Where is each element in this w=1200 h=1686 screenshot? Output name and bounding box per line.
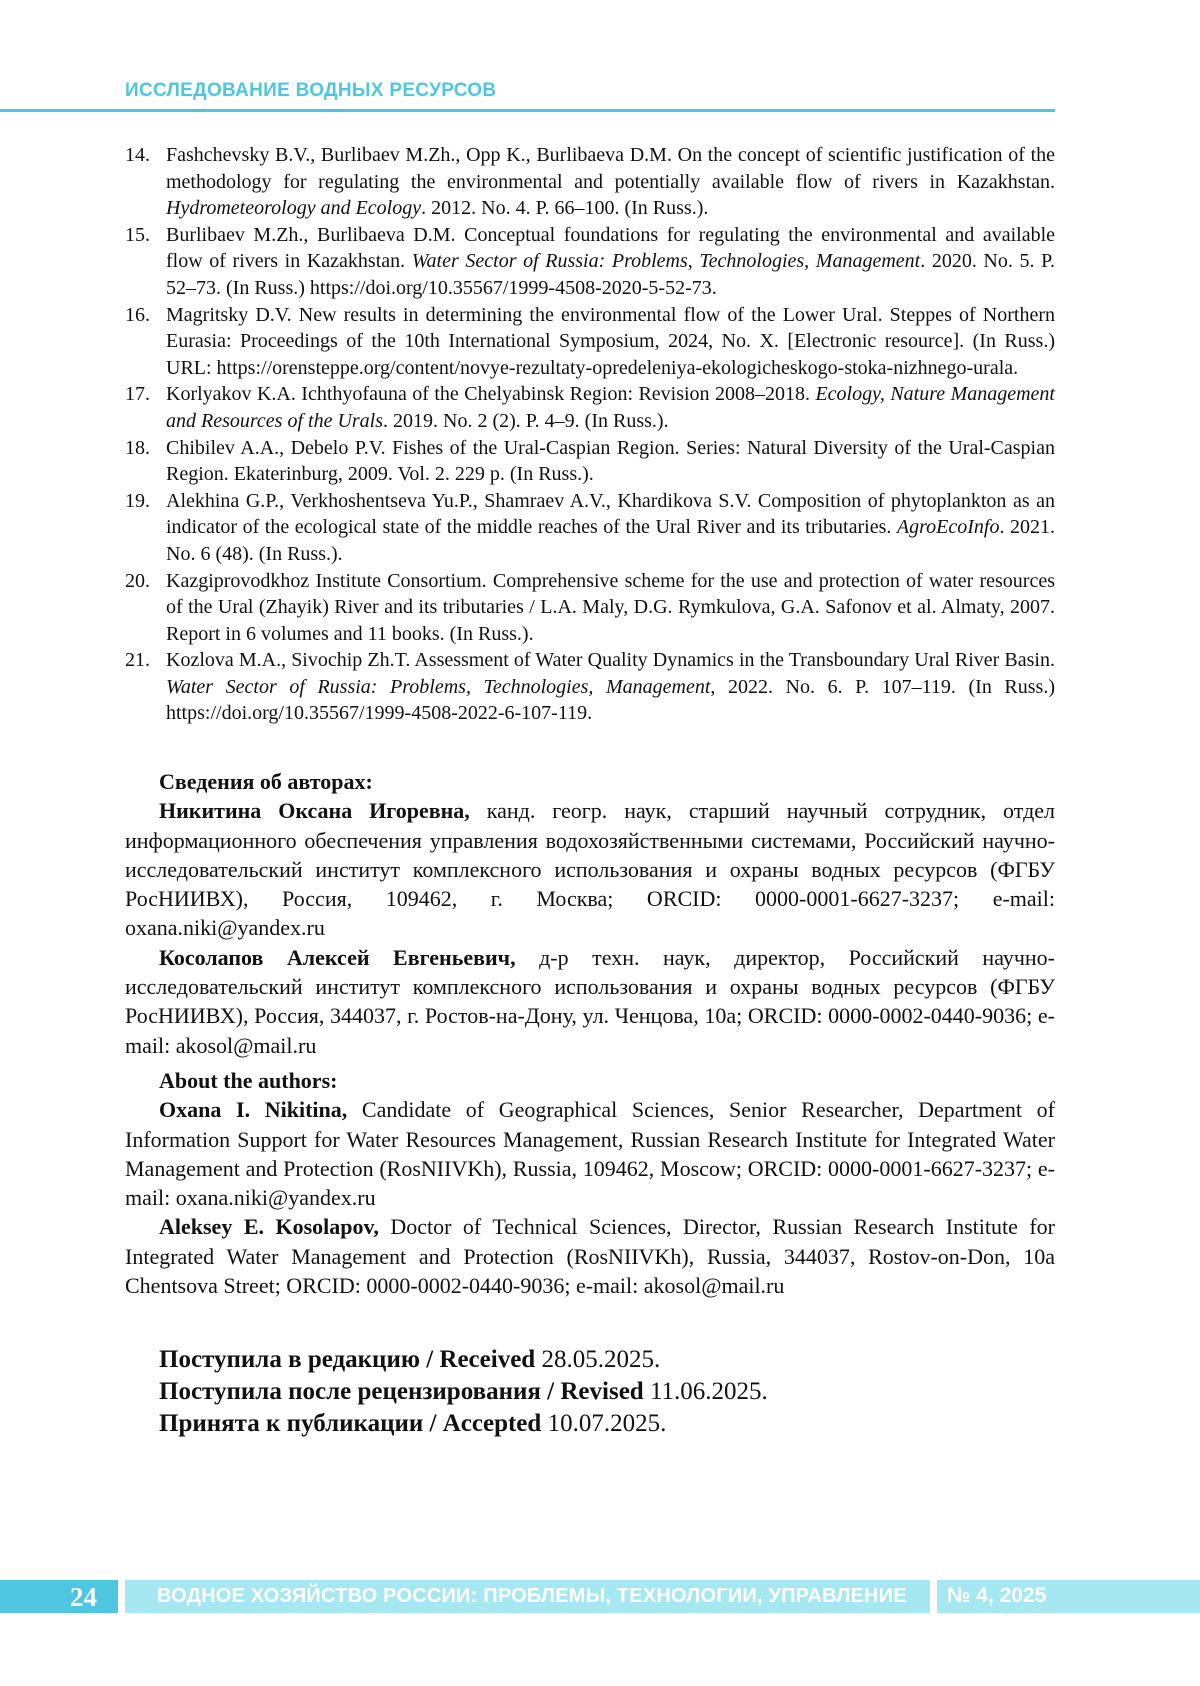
reference-text: Chibilev A.A., Debelo P.V. Fishes of the Ural-Caspian Region. Series: Natural Diversity of the Ural-Caspian Region. Ekaterinburg, 2009. Vol. 2. 229 p. (In Russ.). bbox=[166, 436, 1055, 486]
authors-en-heading: About the authors: bbox=[159, 1067, 338, 1093]
date-accepted bbox=[159, 1408, 1039, 1440]
footer-page-number-block bbox=[0, 1580, 118, 1613]
reference-source: Water Sector of Russia: Problems, Technologies, Management bbox=[411, 250, 921, 273]
author-ru-2 bbox=[125, 943, 1055, 1060]
reference-source: Ecology, Nature Management and Resources of the Urals bbox=[166, 383, 1055, 432]
reference-text: Kazgiprovodkhoz Institute Consortium. Comprehensive scheme for the use and protection of water resources of the Ural (Zhayik) River and its tributaries / L.A. Maly, D.G. Rymkulova, G.A. Safonov et al. Almaty, 2007. Report in 6 volumes and 11 books. (In Russ.). bbox=[166, 569, 1055, 645]
date-value: 28.05.2025. bbox=[535, 1346, 661, 1373]
reference-item bbox=[125, 647, 1055, 727]
reference-source: Hydrometeorology and Ecology bbox=[166, 197, 422, 220]
reference-text: Korlyakov K.A. Ichthyofauna of the Chelyabinsk Region: Revision 2008–2018. bbox=[166, 383, 816, 406]
author-info bbox=[125, 767, 1055, 1300]
reference-details: . 2020. No. 5. P. 52–73. (In Russ.) https://doi.org/10.35567/1999-4508-2020-5-52-73. bbox=[166, 250, 1055, 299]
reference-number: 20. bbox=[125, 569, 150, 592]
reference-details: . 2012. No. 4. P. 66–100. (In Russ.). bbox=[421, 197, 709, 220]
reference-number: 16. bbox=[125, 303, 150, 326]
header-rule bbox=[0, 109, 1055, 112]
date-value: 11.06.2025. bbox=[643, 1378, 768, 1405]
author-affiliation: Candidate of Geographical Sciences, Senior Researcher, Department of Information Support for Water Resources Management, Russian Research Institute for Integrated Water Management and Protection (RosNIIVKh), Russia, 109462, Moscow; ORCID: 0000-0001-6627-3237; e-mail: oxana.niki@yandex.ru bbox=[125, 1097, 1055, 1211]
author-name: Косолапов Алексей Евгеньевич, bbox=[159, 944, 516, 970]
author-ru-1 bbox=[125, 796, 1055, 942]
reference-text: Alekhina G.P., Verkhoshentseva Yu.P., Shamraev A.V., Khardikova S.V. Composition of phytoplankton as an indicator of the ecological state of the middle reaches of the Ural River and its tributaries. bbox=[166, 489, 1055, 539]
reference-number: 15. bbox=[125, 223, 150, 246]
date-label: Принята к публикации / Accepted bbox=[159, 1410, 542, 1437]
reference-item bbox=[125, 222, 1055, 302]
reference-number: 19. bbox=[125, 489, 150, 512]
author-affiliation: канд. геогр. наук, старший научный сотрудник, отдел информационного обеспечения управления водохозяйственными системами, Российский научно-исследовательский институт комплексного использования и охраны водных ресурсов (ФГБУ РосНИИВХ), Россия, 109462, г. Москва; ORCID: 0000-0001-6627-3237; e-mail: oxana.niki@yandex.ru bbox=[125, 798, 1056, 941]
footer-issue-block bbox=[937, 1580, 1200, 1613]
reference-number: 21. bbox=[125, 649, 150, 672]
date-label: Поступила после рецензирования / Revised bbox=[159, 1378, 644, 1405]
reference-item bbox=[125, 435, 1055, 488]
author-name: Aleksey E. Kosolapov, bbox=[159, 1214, 379, 1240]
author-affiliation: Doctor of Technical Sciences, Director, Russian Research Institute for Integrated Water Management and Protection (RosNIIVKh), Russia, 344037, Rostov-on-Don, 10a Chentsova Street; ORCID: 0000-0002-0440-9036; e-mail: akosol@mail.ru bbox=[125, 1214, 1056, 1299]
reference-number: 14. bbox=[125, 144, 150, 166]
reference-source: Water Sector of Russia: Problems, Technologies, Management bbox=[166, 675, 711, 698]
journal-title: ВОДНОЕ ХОЗЯЙСТВО РОССИИ: ПРОБЛЕМЫ, ТЕХНОЛОГИИ, УПРАВЛЕНИЕ bbox=[157, 1585, 907, 1607]
running-header: ИССЛЕДОВАНИЕ ВОДНЫХ РЕСУРСОВ bbox=[125, 80, 497, 101]
author-name: Никитина Оксана Игоревна, bbox=[159, 798, 470, 824]
author-affiliation: д-р техн. наук, директор, Российский научно-исследовательский институт комплексного использования и охраны водных ресурсов (ФГБУ РосНИИВХ), Россия, 344037, г. Ростов-на-Дону, ул. Ченцова, 10а; ORCID: 0000-0002-0440-9036; e-mail: akosol@mail.ru bbox=[125, 944, 1056, 1058]
author-name: Oxana I. Nikitina, bbox=[159, 1097, 348, 1123]
page-number: 24 bbox=[70, 1582, 97, 1612]
reference-text: Kozlova M.A., Sivochip Zh.T. Assessment of Water Quality Dynamics in the Transboundary Ural River Basin. bbox=[166, 649, 1055, 672]
publication-dates bbox=[159, 1344, 1039, 1440]
footer-journal-block bbox=[125, 1580, 930, 1613]
reference-item bbox=[125, 142, 1055, 222]
reference-details: , 2022. No. 6. P. 107–119. (In Russ.) https://doi.org/10.35567/1999-4508-2022-6-107-119. bbox=[166, 675, 1055, 725]
reference-details: . 2019. No. 2 (2). P. 4–9. (In Russ.). bbox=[383, 409, 669, 432]
authors-ru-heading: Сведения об авторах: bbox=[159, 769, 373, 794]
date-value: 10.07.2025. bbox=[541, 1410, 667, 1437]
date-revised bbox=[159, 1376, 1039, 1408]
reference-number: 17. bbox=[125, 383, 150, 406]
reference-item bbox=[125, 381, 1055, 434]
reference-text: Burlibaev M.Zh., Burlibaeva D.M. Conceptual foundations for regulating the environmental and available flow of rivers in Kazakhstan. bbox=[166, 223, 1055, 273]
author-en-1 bbox=[125, 1095, 1055, 1212]
reference-text: Fashchevsky B.V., Burlibaev M.Zh., Opp K., Burlibaeva D.M. On the concept of scientific justification of the methodology for regulating the environmental and potentially available flow of rivers in Kazakhstan. bbox=[166, 144, 1055, 193]
reference-list bbox=[125, 142, 1055, 727]
reference-details: . 2021. No. 6 (48). (In Russ.). bbox=[166, 516, 1055, 565]
issue-label: № 4, 2025 bbox=[947, 1584, 1047, 1607]
reference-item bbox=[125, 302, 1055, 382]
reference-item bbox=[125, 568, 1055, 648]
reference-item bbox=[125, 488, 1055, 568]
author-en-2 bbox=[125, 1212, 1055, 1300]
reference-number: 18. bbox=[125, 436, 150, 459]
reference-text: Magritsky D.V. New results in determining the environmental flow of the Lower Ural. Steppes of Northern Eurasia: Proceedings of the 10th International Symposium, 2024, No. X. [Electronic resource]. (In Russ.) URL: https://orensteppe.org/content/novye-rezultaty-opredeleniya-ekologicheskogo-stoka-nizhnego-urala. bbox=[166, 303, 1055, 379]
date-label: Поступила в редакцию / Received bbox=[159, 1346, 536, 1373]
reference-source: AgroEcoInfo bbox=[896, 516, 1000, 539]
date-received bbox=[159, 1344, 1039, 1376]
